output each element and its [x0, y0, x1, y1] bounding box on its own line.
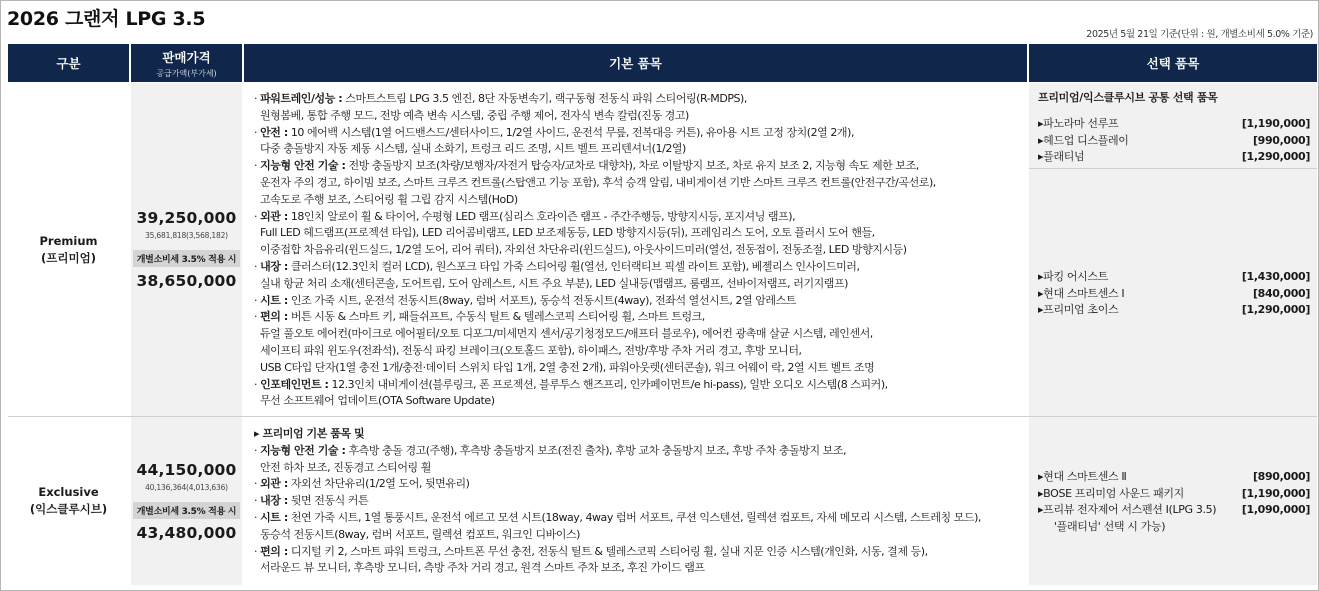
trim-exclusive-kr: (익스클루시브): [29, 502, 108, 516]
option-name: ▸ 프리미엄 초이스: [1038, 302, 1118, 319]
bullet: ·: [254, 125, 261, 139]
header-price-label: 판매가격: [162, 49, 211, 65]
item-label: 시트 :: [260, 293, 288, 307]
item-label: 인포테인먼트 :: [260, 377, 329, 391]
option-row: [1038, 486, 1310, 503]
options-divider: [1029, 168, 1317, 169]
premium-price-tax: 38,650,000: [136, 272, 237, 290]
item-text: 클러스터(12.3인치 컬러 LCD), 원스포크 타입 가죽 스티어링 휠(열선, 인터랙티브 픽셀 라이트 포함), 베젤리스 인사이드미러,: [287, 259, 860, 273]
bullet: ·: [254, 293, 261, 307]
bullet: ·: [254, 92, 261, 105]
bullet: ·: [254, 510, 261, 524]
item-text: 스마트스트림 LPG 3.5 엔진, 8단 자동변속기, 랙구동형 전동식 파워 스티어링(R-MDPS),: [342, 92, 747, 105]
item-continuation: 실내 항균 처리 소재(센터콘솔, 도어트림, 도어 암레스트, 시트 주요 부분), LED 실내등(맵램프, 룸램프, 선바이저램프, 러기지램프): [260, 276, 848, 290]
header-category: [8, 44, 129, 82]
price-premium: [131, 83, 242, 416]
header-category-label: 구분: [56, 56, 81, 71]
bullet: ·: [254, 544, 261, 558]
exclusive-item: [254, 493, 1027, 510]
item-continuation: 듀얼 풀오토 에어컨(마이크로 에어필터/오토 디포그/미세먼지 센서/공기청정모드/애프터 블로우), 에어컨 광촉매 살균 시스템, 레인센서,: [260, 327, 873, 341]
option-row: [1038, 133, 1310, 150]
exclusive-item: [254, 476, 1027, 493]
common-options-group2: [1038, 269, 1310, 319]
option-price: [990,000]: [1252, 133, 1310, 147]
option-name: ▸ 파킹 어시스트: [1038, 269, 1108, 286]
option-name: ▸ 프리뷰 전자제어 서스펜션 Ⅰ(LPG 3.5): [1038, 502, 1216, 519]
exclusive-item: [254, 510, 1027, 527]
item-label: 외관 :: [260, 209, 288, 223]
premium-item: [254, 209, 1027, 226]
option-note: '플래티넘' 선택 시 가능): [1054, 519, 1166, 533]
trim-premium-en: Premium: [39, 233, 98, 248]
bullet: ·: [254, 209, 261, 223]
header-price-sub: 공급가액(부가세): [156, 68, 217, 78]
item-continuation: Full LED 헤드램프(프로젝션 타입), LED 리어콤비램프, LED 보조제동등, LED 방향지시등(뒤), 프레임리스 도어, 오토 플러시 도어 핸들,: [260, 226, 875, 240]
price-exclusive: [131, 417, 242, 585]
header-options-label: 선택 품목: [1146, 56, 1200, 71]
bullet: ·: [254, 377, 261, 391]
header-options: [1029, 44, 1317, 82]
option-price: [890,000]: [1252, 470, 1310, 483]
item-text: 12.3인치 내비게이션(블루링크, 폰 프로젝션, 블루투스 핸즈프리, 인카페이먼트/e hi-pass), 일반 오디오 시스템(8 스피커),: [328, 377, 888, 391]
header-basic-label: 기본 품목: [609, 56, 662, 71]
item-continuation: 세이프티 파워 윈도우(전좌석), 전동식 파킹 브레이크(오토홀드 포함), 하이패스, 전방/후방 주차 거리 경고, 후방 모니터,: [260, 343, 802, 357]
option-name: ▸ BOSE 프리미엄 사운드 패키지: [1038, 486, 1184, 503]
item-label: 시트 :: [260, 510, 288, 524]
item-continuation: 무선 소프트웨어 업데이트(OTA Software Update): [260, 394, 495, 408]
page-title: 2026 그랜저 LPG 3.5: [7, 8, 206, 30]
exclusive-price: 44,150,000: [136, 460, 237, 479]
option-price: [840,000]: [1252, 286, 1310, 300]
exclusive-item: [254, 544, 1027, 561]
option-price: [1,190,000]: [1241, 486, 1310, 500]
trim-premium-kr: (프리미엄): [41, 250, 96, 265]
item-continuation: 이중접합 차음유리(윈드실드, 1/2열 도어, 리어 쿼터), 자외선 차단유리(윈드실드), 아웃사이드미러(열선, 전동접이, 전동조절, LED 방향지시등): [260, 243, 907, 257]
item-label: 외관 :: [260, 477, 288, 491]
option-row: [1038, 286, 1310, 303]
option-row: [1038, 269, 1310, 286]
premium-item: [254, 125, 1027, 142]
exclusive-item: [254, 443, 1027, 460]
premium-supply: 35,681,818(3,568,182): [145, 231, 228, 240]
item-label: 내장 :: [260, 259, 288, 273]
item-text: 10 에어백 시스템(1열 어드밴스드/센터사이드, 1/2열 사이드, 운전석 무릎, 전복대응 커튼), 유아용 시트 고정 장치(2열 2개),: [287, 125, 854, 139]
option-price: [1,290,000]: [1241, 150, 1310, 163]
bullet: ·: [254, 443, 261, 457]
item-continuation: 고속도로 주행 보조, 스티어링 휠 그립 감지 시스템(HoD): [260, 192, 518, 206]
item-text: 디지털 키 2, 스마트 파워 트렁크, 스마트폰 무선 충전, 전동식 틸트 & 텔레스코픽 스티어링 휠, 실내 지문 인증 시스템(개인화, 시동, 결제 등),: [287, 544, 928, 558]
item-label: 파워트레인/성능 :: [260, 92, 343, 105]
item-continuation: USB C타입 단자(1열 충전 1개/충전·데이터 스위치 타입 1개, 2열 충전 2개), 파워아웃렛(센터콘솔), 워크 어웨이 락, 2열 시트 벨트 조명: [260, 360, 875, 374]
option-name: ▸ 현대 스마트센스 Ⅰ: [1038, 286, 1124, 303]
option-row: [1038, 116, 1310, 133]
premium-item: [254, 293, 1027, 310]
option-row: [1038, 502, 1310, 519]
item-text: 버튼 시동 & 스마트 키, 패들쉬프트, 수동식 틸트 & 텔레스코픽 스티어링 휠, 스마트 트렁크,: [287, 310, 705, 324]
option-name: ▸ 플래티넘: [1038, 149, 1084, 166]
exclusive-options: [1038, 469, 1310, 535]
item-continuation: 다중 충돌방지 자동 제동 시스템, 실내 소화기, 트렁크 리드 조명, 시트 벨트 프리텐셔너(1/2열): [260, 142, 686, 156]
common-options-group1: [1038, 116, 1310, 166]
item-text: 천연 가죽 시트, 1열 통풍시트, 운전석 에르고 모션 시트(18way, 4way 럼버 서포트, 쿠션 익스텐션, 릴렉션 컴포트, 자세 메모리 시스템, 스트레칭 모드),: [287, 510, 981, 524]
premium-item: [254, 259, 1027, 276]
item-label: 내장 :: [260, 494, 288, 508]
premium-price: 39,250,000: [136, 209, 237, 227]
item-label: 지능형 안전 기술 :: [260, 159, 346, 173]
premium-item: [254, 377, 1027, 394]
header-basic: [244, 44, 1027, 82]
trim-premium: [8, 83, 129, 416]
item-label: 편의 :: [260, 544, 288, 558]
item-text: 전방 충돌방지 보조(차량/보행자/자전거 탑승자/교차로 대향차), 차로 이탈방지 보조, 차로 유지 보조 2, 지능형 속도 제한 보조,: [345, 159, 919, 173]
trim-exclusive-en: Exclusive: [38, 485, 99, 499]
option-row: [1038, 469, 1310, 486]
header-price: [131, 44, 242, 82]
common-options-title: 프리미엄/익스클루시브 공통 선택 품목: [1038, 91, 1218, 104]
item-label: 지능형 안전 기술 :: [260, 443, 346, 457]
option-name: ▸ 파노라마 선루프: [1038, 116, 1118, 133]
option-row: [1038, 149, 1310, 166]
exclusive-tax-badge: 개별소비세 3.5% 적용 시: [133, 502, 240, 519]
option-price: [1,290,000]: [1241, 303, 1310, 316]
premium-basic-items: [244, 91, 1027, 416]
item-continuation: 운전자 주의 경고, 하이빔 보조, 스마트 크루즈 컨트롤(스탑앤고 기능 포함), 후석 승객 알림, 내비게이션 기반 스마트 크루즈 컨트롤(안전구간/곡선로),: [260, 175, 936, 189]
exclusive-basic-items: [244, 426, 1027, 581]
exclusive-price-tax: 43,480,000: [136, 523, 237, 542]
option-price: [1,430,000]: [1241, 270, 1310, 283]
option-price: [1,190,000]: [1241, 117, 1310, 130]
item-continuation: 서라운드 뷰 모니터, 후측방 모니터, 측방 주차 거리 경고, 원격 스마트 주차 보조, 후진 가이드 램프: [260, 561, 705, 575]
item-text: 뒷면 전동식 커튼: [287, 494, 369, 508]
bullet: ·: [254, 259, 261, 273]
item-text: 18인치 알로이 휠 & 타이어, 수평형 LED 램프(심리스 호라이즌 램프 - 주간주행등, 방향지시등, 포지셔닝 램프),: [287, 209, 796, 223]
item-label: 안전 :: [260, 125, 288, 139]
bullet: ·: [254, 494, 261, 508]
option-name: ▸ 현대 스마트센스 Ⅱ: [1038, 469, 1126, 486]
bullet: ·: [254, 310, 261, 324]
premium-item: [254, 91, 1027, 108]
exclusive-basic-head: ▸ 프리미엄 기본 품목 및: [254, 427, 365, 440]
item-continuation: 동승석 전동시트(8way, 럼버 서포트, 릴렉션 컴포트, 워크인 디바이스): [260, 527, 580, 541]
item-text: 후측방 충돌 경고(주행), 후측방 충돌방지 보조(전진 출차), 후방 교차 충돌방지 보조, 후방 주차 충돌방지 보조,: [345, 443, 847, 457]
item-continuation: 원형봄베, 통합 주행 모드, 전방 예측 변속 시스템, 중립 주행 제어, 전자식 변속 칼럼(진동 경고): [260, 108, 689, 122]
option-price: [1,090,000]: [1241, 503, 1310, 516]
premium-tax-badge: 개별소비세 3.5% 적용 시: [133, 250, 240, 267]
item-continuation: 안전 하차 보조, 진동경고 스티어링 휠: [260, 460, 431, 474]
trim-exclusive: [8, 417, 129, 585]
exclusive-basic-head-text: 프리미엄 기본 품목 및: [262, 427, 365, 440]
option-name: ▸ 헤드업 디스플레이: [1038, 133, 1129, 150]
exclusive-supply: 40,136,364(4,013,636): [145, 482, 228, 492]
bullet: ·: [254, 477, 261, 491]
item-label: 편의 :: [260, 310, 288, 324]
price-basis-note: 2025년 5월 21일 기준(단위 : 원, 개별소비세 5.0% 기준): [1086, 29, 1313, 40]
bullet: ·: [254, 159, 261, 173]
premium-item: [254, 158, 1027, 175]
item-text: 인조 가죽 시트, 운전석 전동시트(8way, 럼버 서포트), 동승석 전동시트(4way), 전좌석 열선시트, 2열 암레스트: [287, 293, 796, 307]
premium-item: [254, 309, 1027, 326]
option-row: [1038, 302, 1310, 319]
item-text: 자외선 차단유리(1/2열 도어, 뒷면유리): [287, 477, 470, 491]
